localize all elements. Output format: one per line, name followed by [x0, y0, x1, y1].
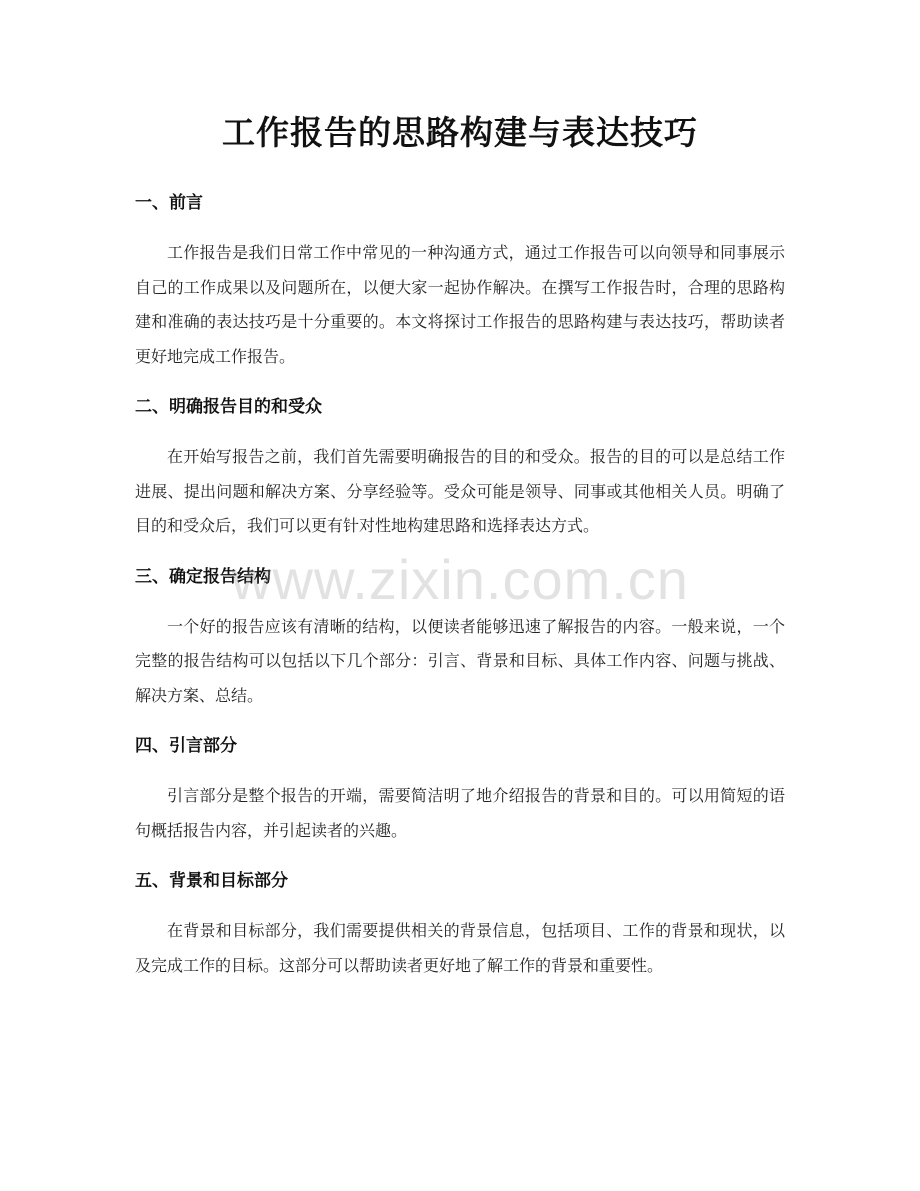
section-heading: 四、引言部分	[135, 736, 237, 756]
section-background-goals	[135, 868, 785, 983]
section-heading: 二、明确报告目的和受众	[135, 397, 322, 417]
section-heading: 一、前言	[135, 193, 203, 213]
section-paragraph: 引言部分是整个报告的开端，需要简洁明了地介绍报告的背景和目的。可以用简短的语句概括报告内容，并引起读者的兴趣。	[135, 786, 785, 840]
section-heading: 五、背景和目标部分	[135, 871, 288, 891]
watermark: www.zixin.com.cn	[231, 548, 689, 611]
section-paragraph: 一个好的报告应该有清晰的结构，以便读者能够迅速了解报告的内容。一般来说，一个完整的报告结构可以包括以下几个部分：引言、背景和目标、具体工作内容、问题与挑战、解决方案、总结。	[135, 616, 785, 705]
section-preface	[135, 190, 785, 374]
section-paragraph: 在背景和目标部分，我们需要提供相关的背景信息，包括项目、工作的背景和现状，以及完成工作的目标。这部分可以帮助读者更好地了解工作的背景和重要性。	[135, 921, 785, 975]
section-purpose-audience	[135, 394, 785, 544]
section-introduction	[135, 733, 785, 848]
section-heading: 三、确定报告结构	[135, 566, 271, 587]
document-title: 工作报告的思路构建与表达技巧	[222, 113, 698, 152]
section-report-structure	[135, 564, 785, 714]
section-paragraph: 工作报告是我们日常工作中常见的一种沟通方式，通过工作报告可以向领导和同事展示自己的工作成果以及问题所在，以便大家一起协作解决。在撰写工作报告时，合理的思路构建和准确的表达技巧是十分重要的。本文将探讨工作报告的思路构建与表达技巧，帮助读者更好地完成工作报告。	[135, 243, 785, 366]
section-paragraph: 在开始写报告之前，我们首先需要明确报告的目的和受众。报告的目的可以是总结工作进展、提出问题和解决方案、分享经验等。受众可能是领导、同事或其他相关人员。明确了目的和受众后，我们可以更有针对性地构建思路和选择表达方式。	[135, 447, 785, 535]
